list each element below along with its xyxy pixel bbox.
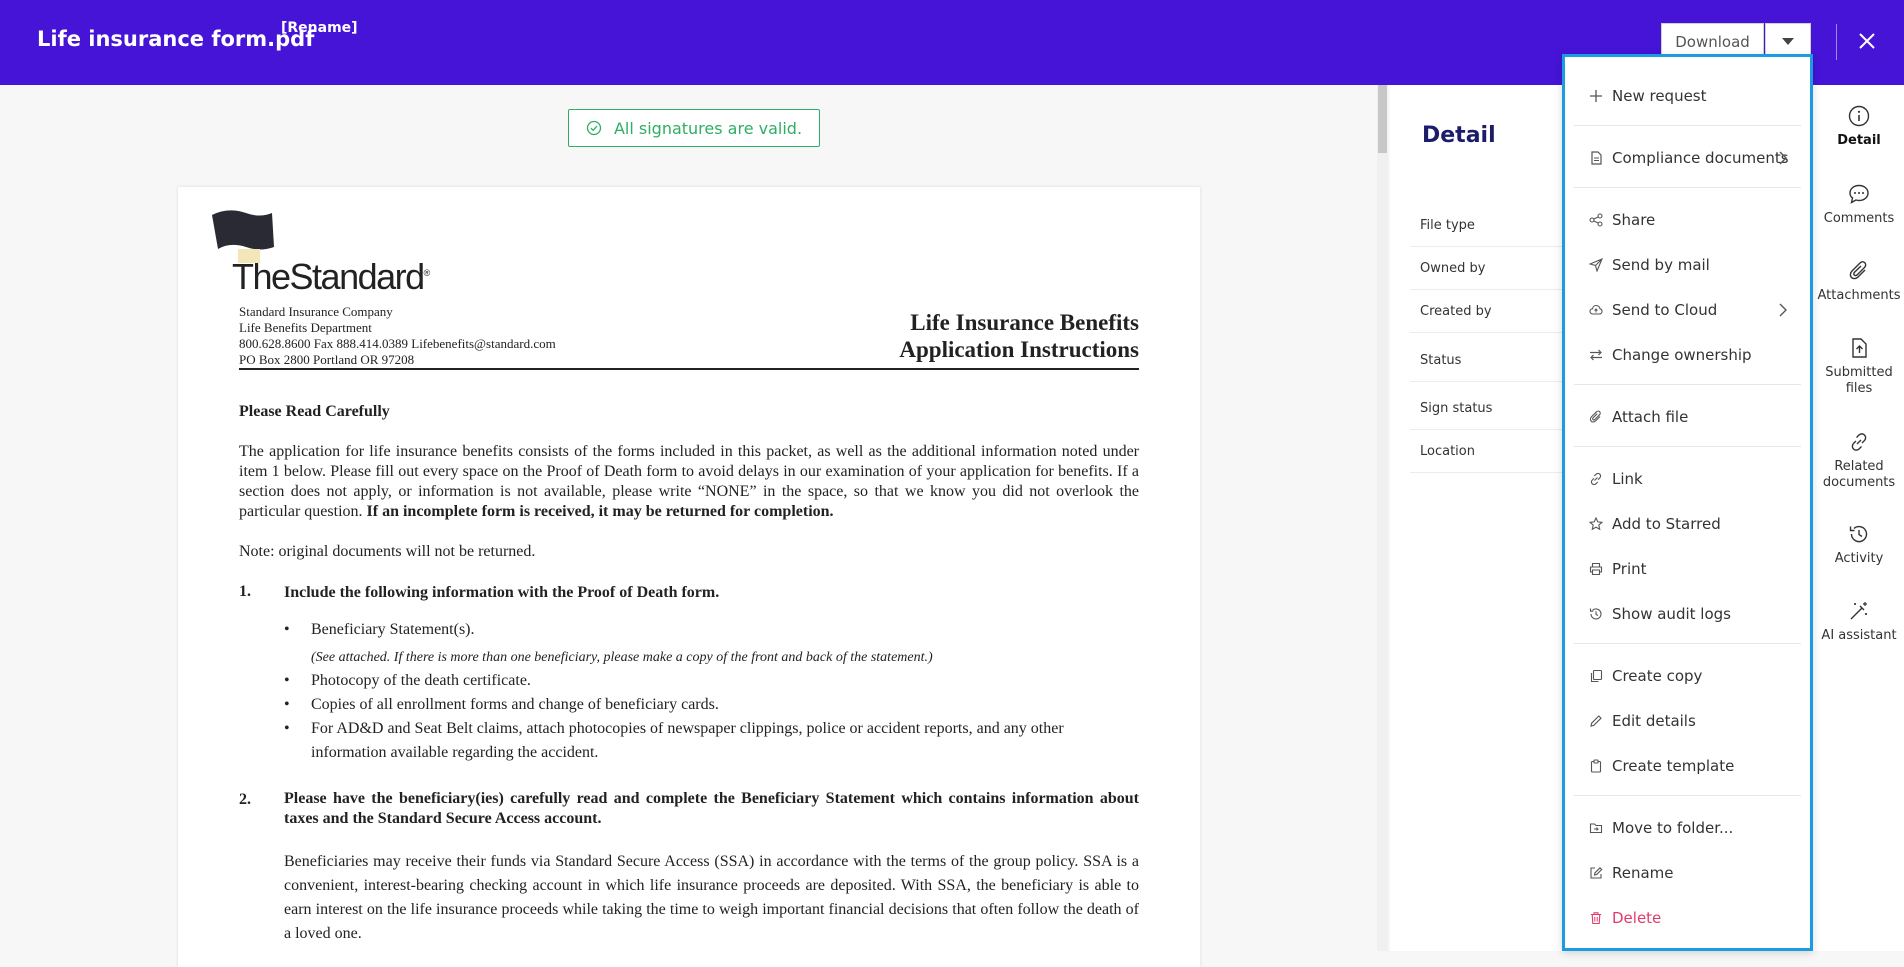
section-heading: Please Read Carefully: [239, 403, 390, 420]
menu-item-move-to-folder[interactable]: Move to folder...: [1565, 810, 1810, 846]
rail-submitted-files[interactable]: Submitted files: [1814, 337, 1904, 397]
actions-dropdown-menu: [1562, 54, 1813, 951]
divider: [1574, 643, 1801, 644]
divider: [1574, 446, 1801, 447]
divider: [1574, 125, 1801, 126]
copy-icon: [1588, 668, 1604, 684]
paragraph: Beneficiaries may receive their funds via Standard Secure Access (SSA) in accordance with the terms of the group policy. SSA is a convenient, interest-bearing checking account in which life insurance proceeds are deposited. With SSA, the beneficiary is able to earn interest on the life insurance proceeds while taking the time to weigh important financial decisions that often follow the death of a loved one.: [284, 853, 1139, 942]
chevron-right-icon: [1778, 151, 1788, 165]
divider: [1574, 187, 1801, 188]
menu-item-compliance-documents[interactable]: Compliance documents: [1565, 140, 1810, 176]
history-icon: [1848, 523, 1870, 545]
document-icon: [1588, 150, 1604, 166]
share-icon: [1588, 212, 1604, 228]
document-heading: Life Insurance Benefits Application Instructions: [899, 310, 1139, 362]
rail-ai-assistant[interactable]: AI assistant: [1814, 600, 1904, 644]
send-icon: [1588, 257, 1604, 273]
logo-flag-icon: [208, 205, 278, 263]
bullet: •: [284, 720, 290, 737]
menu-item-share[interactable]: Share: [1565, 202, 1810, 238]
folder-move-icon: [1588, 820, 1604, 836]
intro-paragraph: The application for life insurance benefits consists of the forms included in this packet, as well as the additional information noted under item 1 below. Please fill out every space on the Proof of Death form to avoid delays in our examination of your application for benefits. If a section does not apply, or information is not available, please write “NONE” in the space, so that we know you did not overlook the particular question. If an incomplete form is received, it may be returned for completion.: [239, 443, 1139, 520]
divider: [1836, 24, 1837, 60]
rail-detail[interactable]: Detail: [1814, 105, 1904, 149]
link-icon: [1848, 431, 1870, 453]
company-address: Standard Insurance Company Life Benefits Department 800.628.8600 Fax 888.414.0389 Lifebenefits@standard.com PO Box 2800 Portland OR 97208: [239, 304, 556, 367]
cloud-icon: [1588, 302, 1604, 318]
divider: [1574, 795, 1801, 796]
divider: [239, 368, 1139, 370]
menu-item-attach-file[interactable]: Attach file: [1565, 399, 1810, 435]
menu-item-rename[interactable]: Rename: [1565, 855, 1810, 891]
comments-icon: [1848, 183, 1870, 205]
bullet: •: [284, 696, 290, 713]
list-number: 1.: [239, 583, 251, 600]
bullet: •: [284, 672, 290, 689]
rail-related-documents[interactable]: Related documents: [1814, 431, 1904, 491]
download-button[interactable]: Download: [1661, 23, 1764, 60]
bullet: •: [284, 621, 290, 638]
document-title: Life insurance form.pdf: [37, 27, 315, 51]
print-icon: [1588, 561, 1604, 577]
list-item: Beneficiary Statement(s).: [311, 621, 475, 638]
menu-item-delete[interactable]: Delete: [1565, 900, 1810, 936]
scrollbar[interactable]: [1377, 85, 1388, 951]
document-page: [178, 187, 1200, 967]
rail-activity[interactable]: Activity: [1814, 523, 1904, 567]
rename-icon: [1588, 865, 1604, 881]
pencil-icon: [1588, 713, 1604, 729]
menu-item-create-copy[interactable]: Create copy: [1565, 658, 1810, 694]
close-icon[interactable]: [1854, 28, 1880, 54]
list-item: Copies of all enrollment forms and change of beneficiary cards.: [311, 696, 719, 713]
clipboard-icon: [1588, 758, 1604, 774]
signature-status-text: All signatures are valid.: [613, 118, 803, 138]
bullet-note: (See attached. If there is more than one beneficiary, please make a copy of the front and back of the statement.): [311, 650, 933, 665]
paperclip-icon: [1588, 409, 1604, 425]
chevron-down-icon: [1782, 38, 1794, 45]
star-icon: [1588, 516, 1604, 532]
plus-icon: [1588, 88, 1604, 104]
detail-row-status: Status: [1410, 339, 1810, 382]
menu-item-send-by-mail[interactable]: Send by mail: [1565, 247, 1810, 283]
menu-item-print[interactable]: Print: [1565, 551, 1810, 587]
detail-row-file-type: File type: [1410, 204, 1810, 247]
menu-item-create-template[interactable]: Create template: [1565, 748, 1810, 784]
list-item: Photocopy of the death certificate.: [311, 672, 531, 689]
chevron-right-icon: [1778, 303, 1788, 317]
swap-icon: [1588, 347, 1604, 363]
rail-attachments[interactable]: Attachments: [1814, 260, 1904, 304]
menu-item-show-audit-logs[interactable]: Show audit logs: [1565, 596, 1810, 632]
menu-item-edit-details[interactable]: Edit details: [1565, 703, 1810, 739]
history-icon: [1588, 606, 1604, 622]
scrollbar-thumb[interactable]: [1378, 85, 1387, 153]
logo: TheStandard®: [232, 256, 429, 297]
trash-icon: [1588, 910, 1604, 926]
detail-title: Detail: [1422, 123, 1496, 148]
detail-row-owned-by: Owned by: [1410, 247, 1810, 290]
link-icon: [1588, 471, 1604, 487]
divider: [1574, 384, 1801, 385]
detail-row-created-by: Created by: [1410, 290, 1810, 333]
list-item: Please have the beneficiary(ies) carefully read and complete the Beneficiary Statement which contains information about taxes and the Standard Secure Access account.: [284, 790, 1139, 827]
upload-file-icon: [1848, 337, 1870, 359]
detail-row-sign-status: Sign status: [1410, 387, 1810, 430]
rename-link[interactable]: [Rename]: [281, 20, 358, 36]
menu-item-add-to-starred[interactable]: Add to Starred: [1565, 506, 1810, 542]
list-item: For AD&D and Seat Belt claims, attach photocopies of newspaper clippings, police or accident reports, and any other information available regarding the accident.: [311, 720, 1064, 761]
note-text: Note: original documents will not be returned.: [239, 543, 536, 560]
detail-row-location: Location: [1410, 430, 1810, 473]
magic-wand-icon: [1848, 600, 1870, 622]
list-item: Include the following information with the Proof of Death form.: [284, 584, 720, 601]
menu-item-change-ownership[interactable]: Change ownership: [1565, 337, 1810, 373]
signature-status-badge: [568, 109, 820, 147]
check-circle-icon: [586, 120, 602, 136]
menu-item-send-to-cloud[interactable]: Send to Cloud: [1565, 292, 1810, 328]
list-number: 2.: [239, 791, 251, 808]
menu-item-new-request[interactable]: New request: [1565, 78, 1810, 114]
info-icon: [1848, 105, 1870, 127]
rail-comments[interactable]: Comments: [1814, 183, 1904, 227]
menu-item-link[interactable]: Link: [1565, 461, 1810, 497]
side-rail: [1814, 85, 1904, 951]
paperclip-icon: [1848, 260, 1870, 282]
